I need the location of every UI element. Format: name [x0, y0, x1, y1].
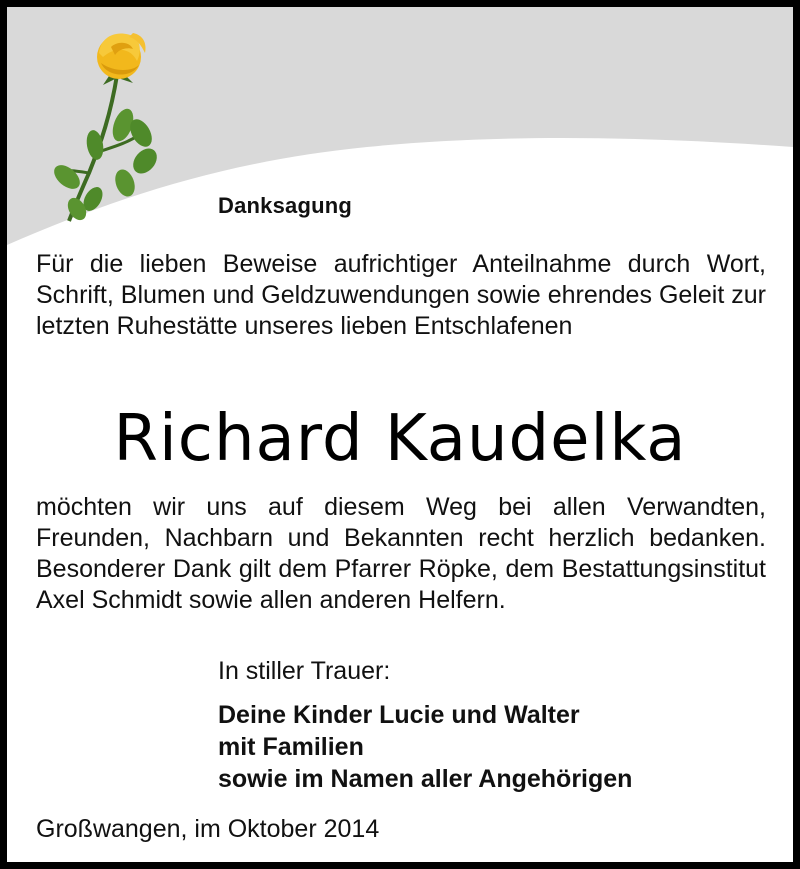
signer-line: Deine Kinder Lucie und Walter	[218, 701, 580, 729]
intro-paragraph: Für die lieben Beweise aufrichtiger Anteilnahme durch Wort, Schrift, Blumen und Geldzuwendungen sowie ehrendes Geleit zur letzten Ruhestätte unseres lieben Entschlafenen	[36, 250, 766, 340]
deceased-name: Richard Kaudelka	[113, 402, 687, 476]
mourning-label: In stiller Trauer:	[218, 657, 391, 685]
signers-block	[218, 699, 632, 795]
thanks-paragraph: möchten wir uns auf diesem Weg bei allen Verwandten, Freunden, Nachbarn und Bekannten recht herzlich bedanken. Besonderer Dank gilt dem Pfarrer Röpke, dem Bestattungsinstitut Axel Schmidt sowie allen anderen Helfern.	[36, 493, 766, 614]
notice-title: Danksagung	[218, 193, 353, 218]
signer-line: sowie im Namen aller Angehörigen	[218, 765, 633, 793]
yellow-rose-icon	[41, 23, 171, 223]
signer-line: mit Familien	[218, 733, 364, 761]
place-date: Großwangen, im Oktober 2014	[36, 815, 380, 843]
